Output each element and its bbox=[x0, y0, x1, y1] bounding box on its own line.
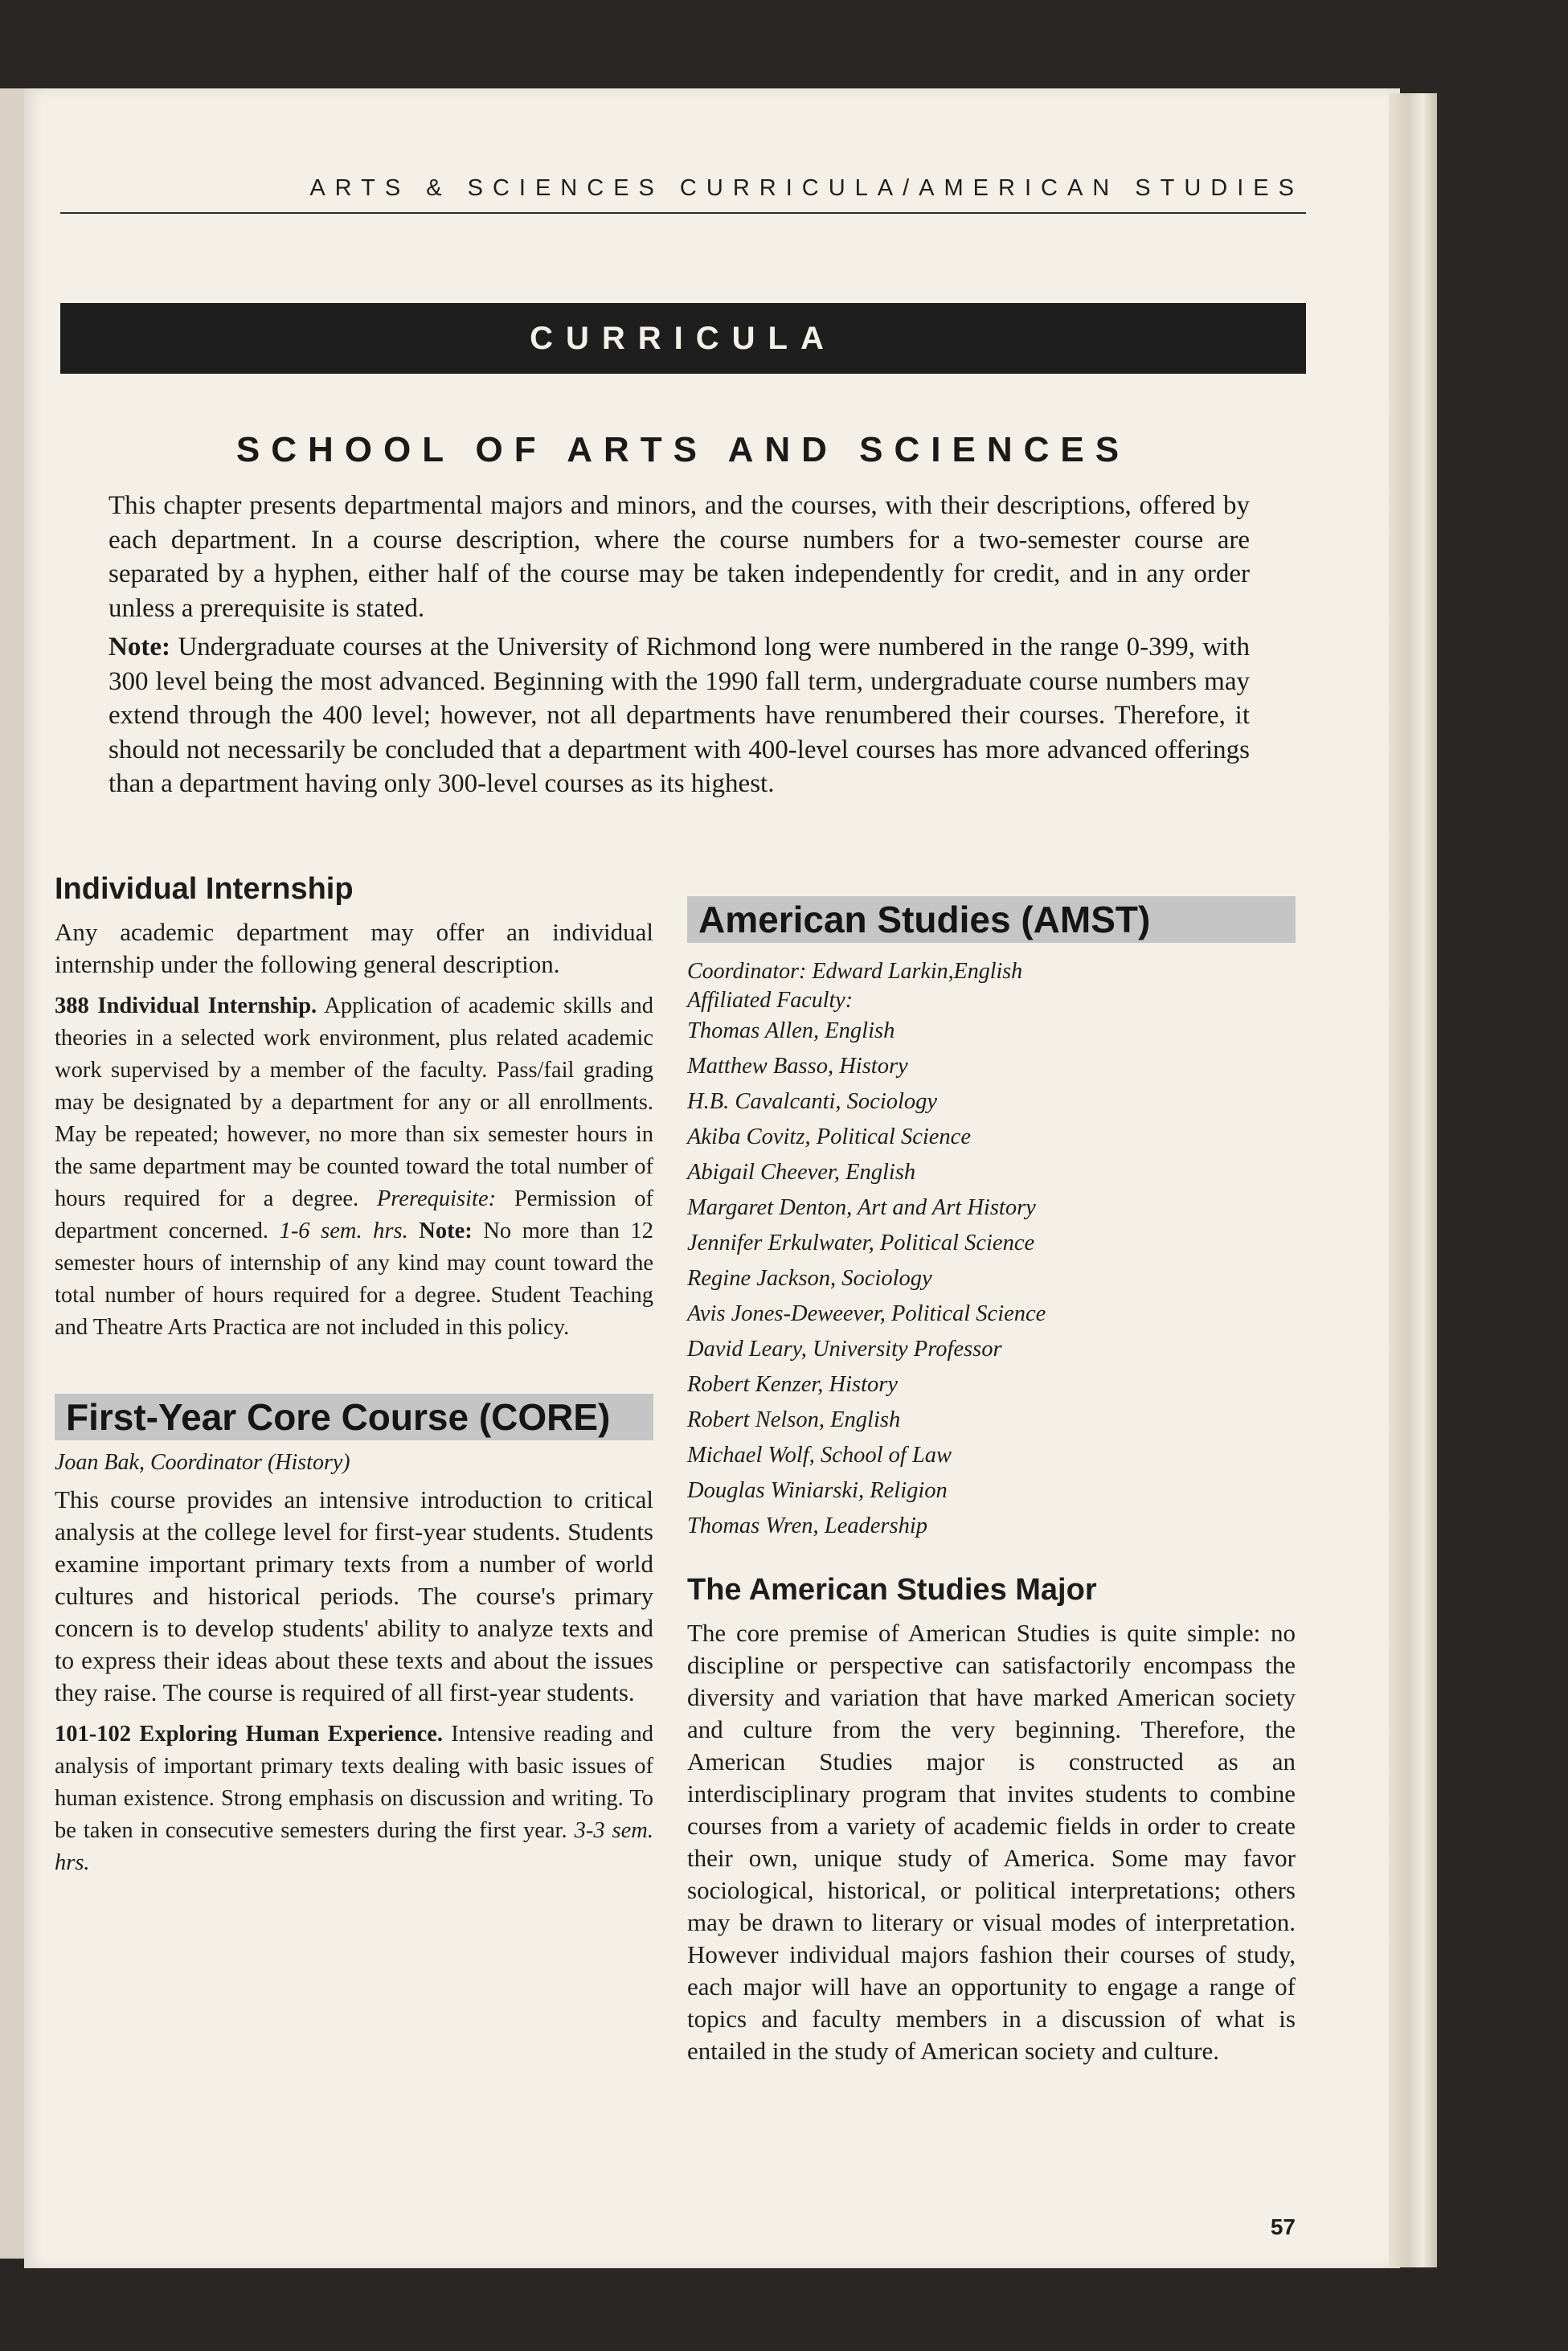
course-number: 101-102 bbox=[55, 1722, 131, 1747]
course-title: Exploring Human Experience. bbox=[139, 1722, 443, 1747]
prereq-label: Prerequisite: bbox=[376, 1186, 497, 1211]
amst-heading: American Studies (AMST) bbox=[687, 896, 1296, 943]
note-label: Note: bbox=[407, 1219, 473, 1243]
course-hours: 3-3 sem. hrs. bbox=[55, 1818, 653, 1875]
core-coordinator: Joan Bak, Coordinator (History) bbox=[55, 1450, 350, 1475]
faculty-member: Douglas Winiarski, Religion bbox=[687, 1478, 948, 1503]
core-body: This course provides an intensive introduction to critical analysis at the college level for first-year students. Students examine important primary texts from a number of world cultures and historical periods. The course's primary concern is to develop students' ability to analyze texts and to express their ideas about these texts and about the issues they raise. The course is required of all first-year students. bbox=[55, 1485, 653, 1706]
prereq-text: Permission of department concerned. bbox=[55, 1186, 653, 1243]
left-column bbox=[55, 872, 653, 1879]
major-heading: The American Studies Major bbox=[687, 1573, 1097, 1607]
intro-note-label: Note: bbox=[108, 633, 170, 661]
faculty-member: Thomas Allen, English bbox=[687, 1018, 895, 1043]
intro-note bbox=[108, 630, 1250, 801]
faculty-member: Michael Wolf, School of Law bbox=[687, 1443, 952, 1468]
running-head: ARTS & SCIENCES CURRICULA/AMERICAN STUDIES bbox=[309, 175, 1304, 201]
course-desc: Application of academic skills and theories in a selected work environment, plus related academic work supervised by a member of the faculty. Pass/fail grading may be designated by a department for any or all enrollments. May be repeated; however, no more than six semester hours in the same department may be counted toward the total number of hours required for a degree. bbox=[55, 993, 653, 1211]
affiliated-faculty-label: Affiliated Faculty: bbox=[687, 988, 854, 1013]
faculty-member: Robert Kenzer, History bbox=[687, 1372, 899, 1397]
page-number: 57 bbox=[1270, 2214, 1296, 2239]
intro-note-text: Undergraduate courses at the University of Richmond long were numbered in the range 0-399, with 300 level being the most advanced. Beginning with the 1990 fall term, undergraduate course numbers may extend through the 400 level; however, not all departments have renumbered their courses. Therefore, it should not necessarily be concluded that a department with 400-level courses has more advanced offerings than a department having only 300-level courses as its highest. bbox=[108, 633, 1250, 798]
core-course bbox=[55, 1718, 653, 1879]
school-title: SCHOOL OF ARTS AND SCIENCES bbox=[235, 430, 1131, 469]
amst-coordinator: Coordinator: Edward Larkin,English bbox=[687, 959, 1023, 984]
faculty-member: Avis Jones-Deweever, Political Science bbox=[687, 1301, 1046, 1326]
faculty-member: Robert Nelson, English bbox=[687, 1407, 901, 1432]
header-rule bbox=[60, 212, 1306, 214]
internship-heading: Individual Internship bbox=[55, 872, 354, 906]
faculty-member: Jennifer Erkulwater, Political Science bbox=[687, 1231, 1035, 1255]
course-desc: Intensive reading and analysis of important primary texts dealing with basic issues of human existence. Strong emphasis on discussion and writing. To be taken in consecutive semesters during the first year. bbox=[55, 1722, 654, 1843]
internship-body: Any academic department may offer an individual internship under the following general description. bbox=[55, 918, 653, 978]
core-heading: First-Year Core Course (CORE) bbox=[55, 1394, 653, 1440]
faculty-member: H.B. Cavalcanti, Sociology bbox=[687, 1089, 938, 1114]
faculty-list bbox=[687, 1014, 1296, 1544]
page-edges bbox=[1389, 93, 1437, 2267]
curricula-banner: CURRICULA bbox=[60, 303, 1306, 374]
faculty-member: Matthew Basso, History bbox=[687, 1054, 908, 1079]
faculty-member: Regine Jackson, Sociology bbox=[687, 1266, 932, 1291]
major-body: The core premise of American Studies is quite simple: no discipline or perspective can satisfactorily encompass the diversity and variation that have marked American society and culture from the very beginning. Therefore, the American Studies major is constructed as an interdisciplinary program that invites students to combine courses from a variety of academic fields in order to create their own, unique study of America. Some may favor sociological, historical, or political interpretations; others may be drawn to literary or visual modes of interpretation. However individual majors fashion their courses of study, each major will have an opportunity to engage a range of topics and faculty members in a discussion of what is entailed in the study of American society and culture. bbox=[687, 1619, 1296, 2065]
faculty-member: Abigail Cheever, English bbox=[687, 1160, 916, 1185]
intro-paragraph: This chapter presents departmental majors and minors, and the courses, with their descriptions, offered by each department. In a course description, where the course numbers for a two-semester course are separated by a hyphen, either half of the course may be taken independently for credit, and in any order unless a prerequisite is stated. bbox=[108, 491, 1250, 623]
faculty-member: Akiba Covitz, Political Science bbox=[687, 1124, 971, 1149]
right-column bbox=[687, 896, 1296, 2067]
course-hours: 1-6 sem. hrs. bbox=[279, 1219, 408, 1243]
note-text: No more than 12 semester hours of internship of any kind may count toward the total number of hours required for a degree. Student Teaching and Theatre Arts Practica are not included in this policy. bbox=[55, 1219, 653, 1340]
faculty-member: Thomas Wren, Leadership bbox=[687, 1513, 927, 1538]
course-number: 388 bbox=[55, 993, 89, 1018]
course-title: Individual Internship. bbox=[97, 993, 317, 1018]
internship-course bbox=[55, 990, 653, 1344]
faculty-member: David Leary, University Professor bbox=[687, 1337, 1002, 1362]
faculty-member: Margaret Denton, Art and Art History bbox=[687, 1195, 1036, 1220]
intro-section bbox=[108, 489, 1250, 806]
